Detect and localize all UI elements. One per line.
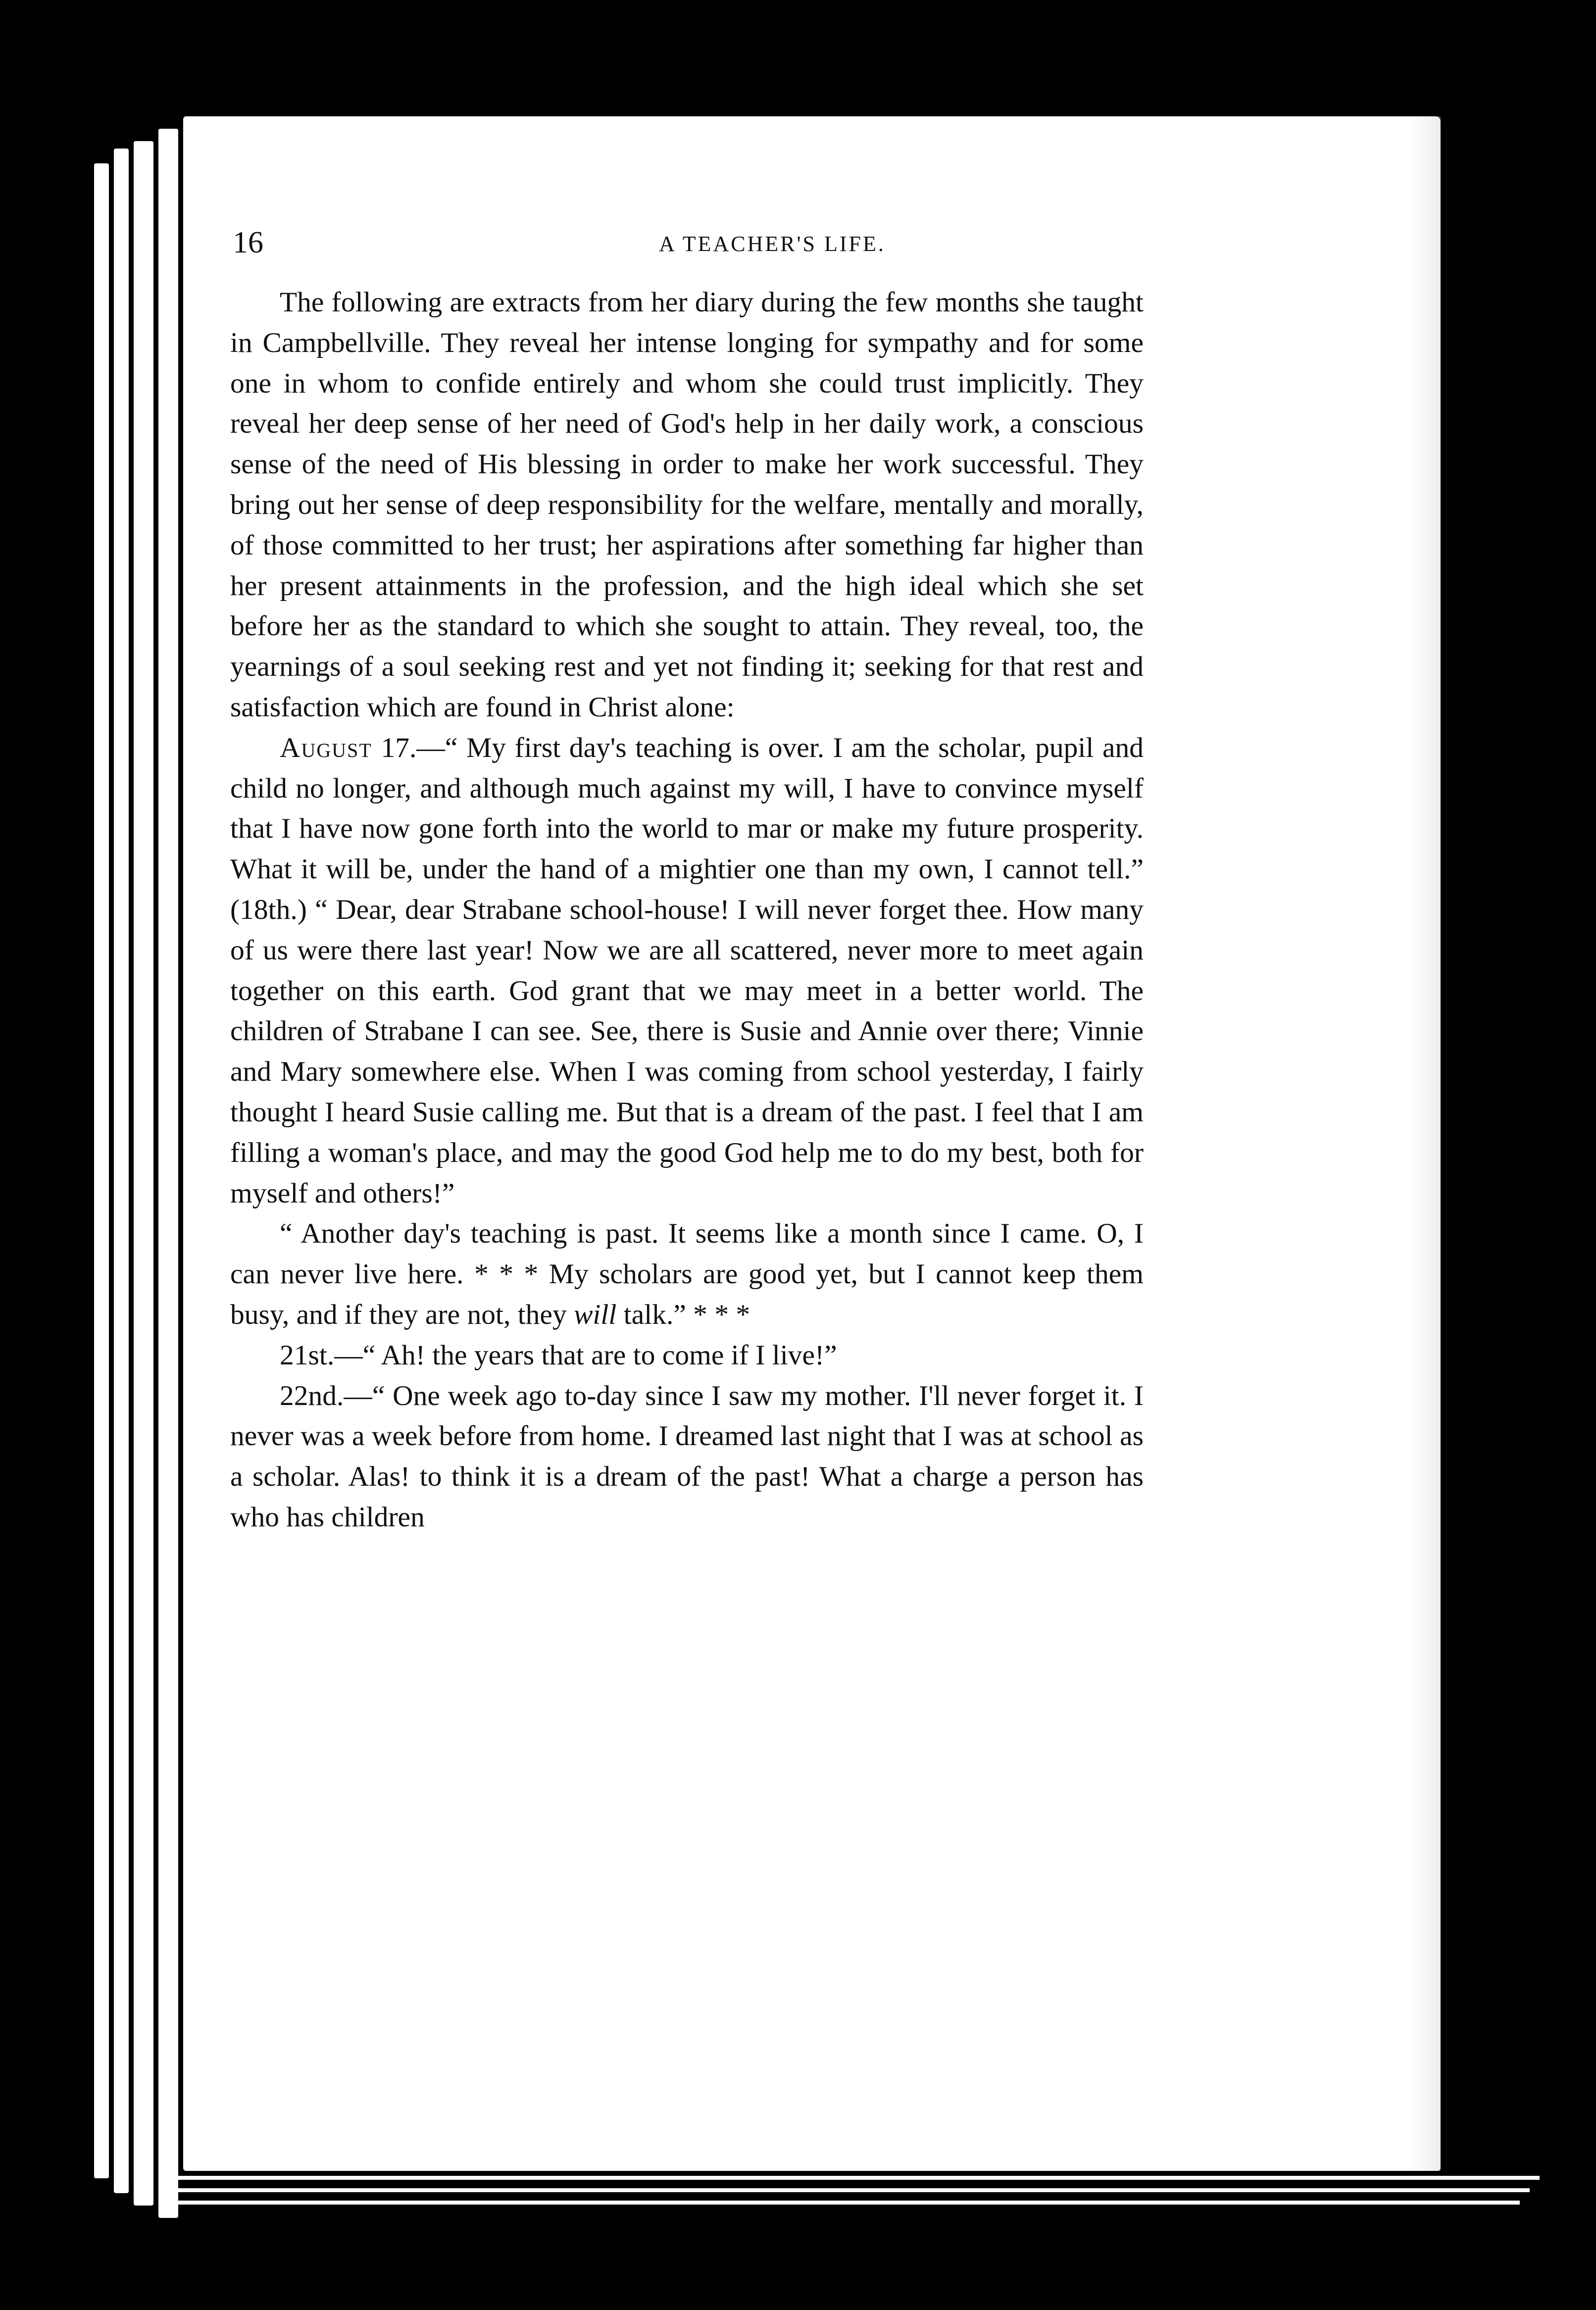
entry-august-17	[230, 728, 1144, 1214]
page-stack-edge	[134, 141, 153, 2206]
entry-22nd: 22nd.—“ One week ago to-day since I saw my mother. I'll never forget it. I never was a week before from home. I dreamed last night that I was at school as a scholar. Alas! to think it is a dream of the past! What a charge a person has who has children	[230, 1380, 1144, 1533]
page-stack-edge	[114, 149, 129, 2193]
page-header	[233, 225, 1312, 270]
page-stack-edge	[94, 163, 109, 2178]
entry-21st: 21st.—“ Ah! the years that are to come if I live!”	[280, 1339, 837, 1371]
page-stack-bottom-edge	[163, 2201, 1520, 2205]
entry-date-month: August	[280, 732, 372, 763]
page-stack-edge	[158, 129, 178, 2218]
entry-august-17-text: —“ My first day's teaching is over. I am the scholar, pupil and child no longer, and although much against my will, I have to convince myself that I have now gone forth into the world to mar or make my future prosperity. What it will be, under the hand of a mightier one than my own, I cannot tell.” (18th.) “ Dear, dear Strabane school-house! I will never forget thee. How many of us were there last year! Now we are all scattered, never more to meet again together on this earth. God grant that we may meet in a better world. The children of Strabane I can see. See, there is Susie and Annie over there; Vinnie and Mary somewhere else. When I was coming from school yesterday, I fairly thought I heard Susie calling me. But that is a dream of the past. I feel that I am filling a woman's place, and may the good God help me to do my best, both for myself and others!”	[230, 732, 1144, 1209]
page-number: 16	[233, 226, 263, 259]
entry-another-day	[230, 1213, 1144, 1335]
page-stack-bottom-edge	[163, 2176, 1540, 2180]
entry-date-day: 17.	[381, 732, 417, 763]
emphasis-will: will	[574, 1299, 617, 1330]
running-title: A TEACHER'S LIFE.	[659, 232, 886, 256]
entry-another-day-text-1: “ Another day's teaching is past. It seems like a month since I came. O, I can never live here. * * * My scholars are good yet, but I cannot keep them busy, and if they are not, they	[230, 1218, 1144, 1330]
intro-paragraph: The following are extracts from her diary during the few months she taught in Campbellville. They reveal her intense longing for sympathy and for some one in whom to confide entirely and whom she could trust implicitly. They reveal her deep sense of her need of God's help in her daily work, a conscious sense of the need of His blessing in order to make her work successful. They bring out her sense of deep responsibility for the welfare, mentally and morally, of those committed to her trust; her aspirations after something far higher than her present attainments in the profession, and the high ideal which she set before her as the standard to which she sought to attain. They reveal, too, the yearnings of a soul seeking rest and yet not finding it; seeking for that rest and satisfaction which are found in Christ alone:	[230, 287, 1144, 723]
page-stack-bottom-edge	[163, 2188, 1530, 2192]
entry-another-day-text-2: talk.” * * *	[623, 1299, 750, 1330]
page-body	[230, 282, 1144, 1538]
